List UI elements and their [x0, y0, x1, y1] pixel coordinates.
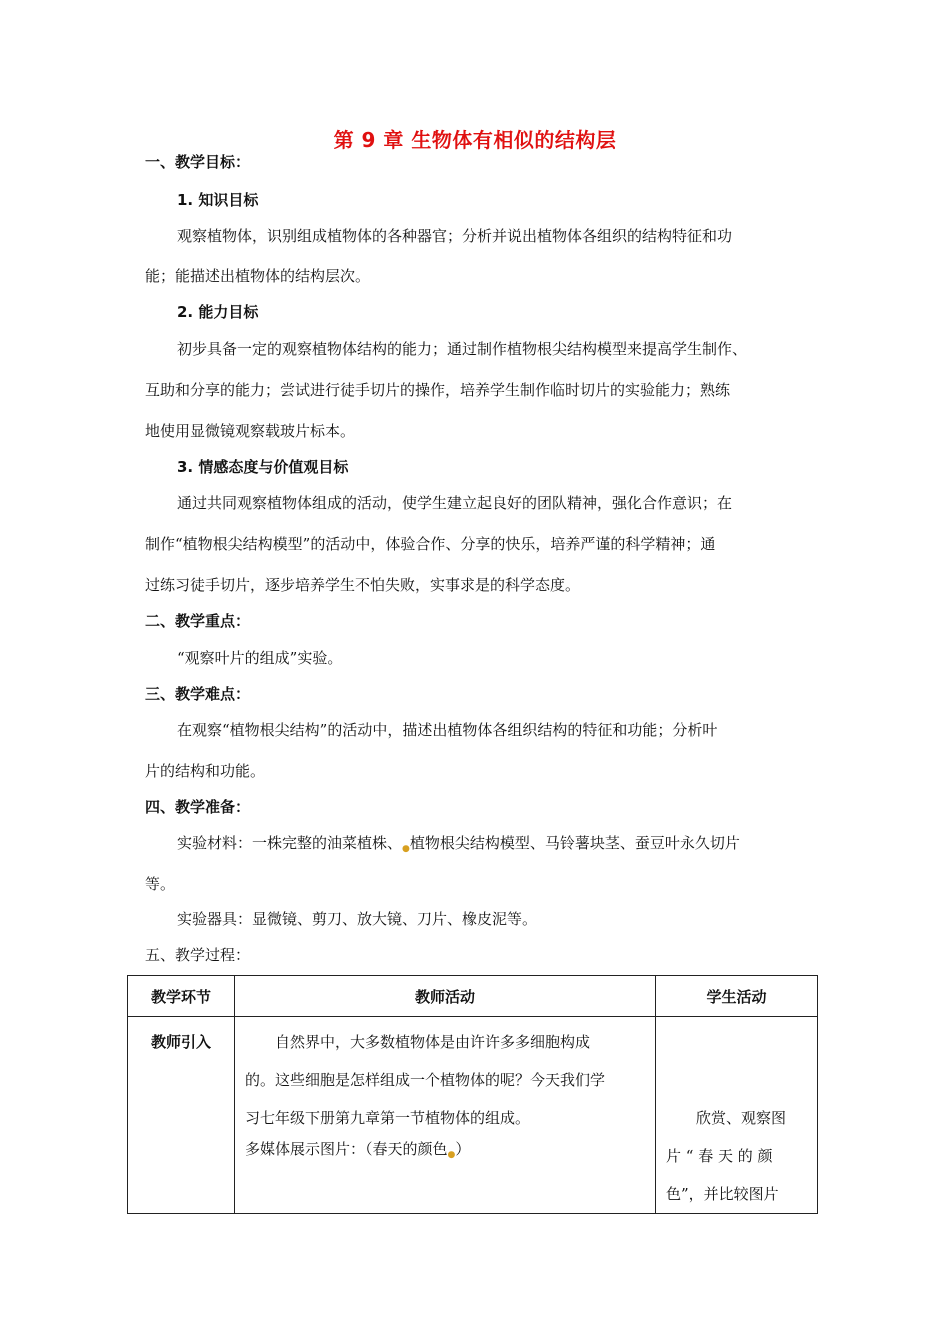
emotion-line-1: 通过共同观察植物体组成的活动，使学生建立起良好的团队精神，强化合作意识；在 [177, 494, 733, 512]
subheading-knowledge: 1. 知识目标 [177, 191, 259, 209]
student-line-3: 色”，并比较图片 [666, 1185, 779, 1203]
materials-text-a: 实验材料：一株完整的油菜植株、 [177, 834, 403, 852]
materials-text-b: 植物根尖结构模型、马铃薯块茎、蚕豆叶永久切片 [409, 834, 740, 852]
student-line-2: 片 “ 春 天 的 颜 [666, 1147, 773, 1165]
emotion-line-2: 制作“植物根尖结构模型”的活动中，体验合作、分享的快乐，培养严谨的科学精神；通 [145, 535, 716, 553]
teacher-line-4-text: 多媒体展示图片：（春天的颜色 [245, 1140, 448, 1158]
stray-mark: ● [447, 1150, 456, 1160]
section-heading-objectives: 一、教学目标： [145, 153, 251, 171]
materials-line-2: 等。 [145, 875, 176, 893]
table-header-row [128, 976, 818, 1017]
page-title: 第 9 章 生物体有相似的结构层 [333, 128, 617, 152]
subheading-emotion: 3. 情感态度与价值观目标 [177, 458, 349, 476]
header-student-activity: 学生活动 [656, 976, 818, 1017]
teaching-process-table [127, 975, 818, 1214]
section-heading-process: 五、教学过程： [145, 946, 251, 964]
teacher-line-3: 习七年级下册第九章第一节植物体的组成。 [245, 1109, 531, 1127]
cell-teacher-activity [235, 1017, 656, 1214]
emotion-line-3: 过练习徒手切片，逐步培养学生不怕失败，实事求是的科学态度。 [145, 576, 581, 594]
knowledge-line-2: 能；能描述出植物体的结构层次。 [145, 267, 371, 285]
tools-line: 实验器具：显微镜、剪刀、放大镜、刀片、橡皮泥等。 [177, 910, 538, 928]
ability-line-3: 地使用显微镜观察载玻片标本。 [145, 422, 356, 440]
section-heading-preparation: 四、教学准备： [145, 798, 251, 816]
materials-line-1 [177, 832, 740, 854]
knowledge-line-1: 观察植物体，识别组成植物体的各种器官；分析并说出植物体各组织的结构特征和功 [177, 227, 733, 245]
header-stage: 教学环节 [128, 976, 235, 1017]
teacher-line-1: 自然界中，大多数植物体是由许许多多细胞构成 [275, 1033, 591, 1051]
cell-stage: 教师引入 [128, 1017, 235, 1214]
teacher-line-2: 的。这些细胞是怎样组成一个植物体的呢？今天我们学 [245, 1071, 606, 1089]
table-row [128, 1017, 818, 1214]
stray-mark: ● [402, 844, 410, 854]
student-line-1: 欣赏、观察图 [696, 1109, 787, 1127]
teacher-line-4-end: ） [455, 1140, 471, 1158]
difficulty-line-1: 在观察“植物根尖结构”的活动中，描述出植物体各组织结构的特征和功能；分析叶 [177, 721, 718, 739]
cell-student-activity [656, 1017, 818, 1214]
subheading-ability: 2. 能力目标 [177, 303, 259, 321]
difficulty-line-2: 片的结构和功能。 [145, 762, 266, 780]
section-heading-key-points: 二、教学重点： [145, 612, 251, 630]
section-heading-difficulties: 三、教学难点： [145, 685, 251, 703]
ability-line-1: 初步具备一定的观察植物体结构的能力；通过制作植物根尖结构模型来提高学生制作、 [177, 340, 748, 358]
header-teacher-activity: 教师活动 [235, 976, 656, 1017]
key-point-line: “观察叶片的组成”实验。 [177, 649, 343, 667]
teacher-line-4 [245, 1137, 645, 1167]
ability-line-2: 互助和分享的能力；尝试进行徒手切片的操作，培养学生制作临时切片的实验能力；熟练 [145, 381, 731, 399]
